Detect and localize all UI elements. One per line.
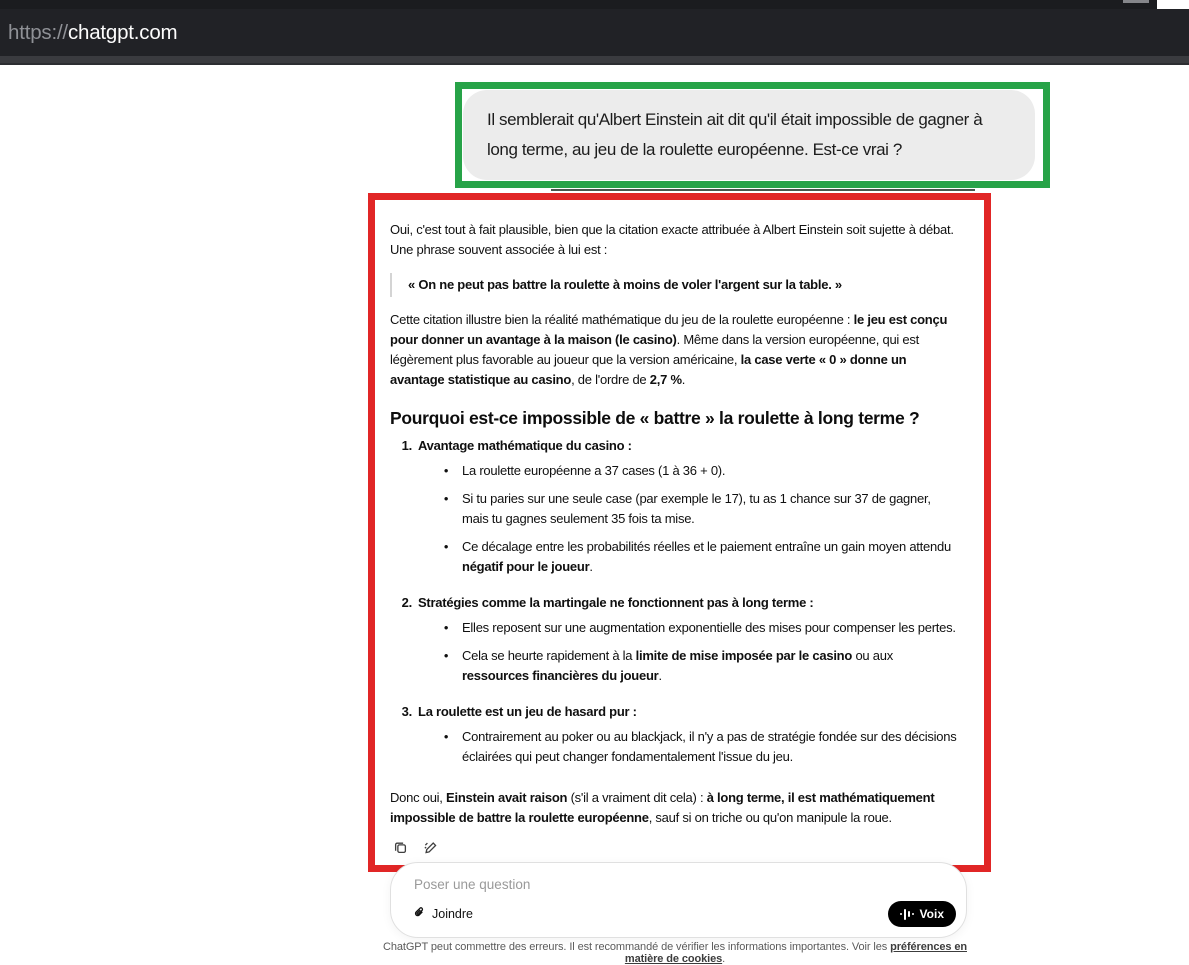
attach-button-label: Joindre [432, 907, 473, 921]
bullet-dot: • [443, 491, 449, 506]
bullet-text: Ce décalage entre les probabilités réelles et le paiement entraîne un gain moyen attendu négatif pour le joueur. [462, 539, 951, 574]
attach-button[interactable] [405, 902, 481, 926]
bullet-dot: • [443, 648, 449, 663]
composer[interactable] [390, 862, 967, 938]
copy-button[interactable] [392, 839, 408, 855]
list-item [394, 593, 960, 694]
voice-waveform-icon [900, 909, 914, 920]
footer-disclaimer [380, 941, 970, 965]
voice-button-label: Voix [919, 907, 944, 921]
sub-bullet-list [418, 618, 960, 686]
bullet-text: Elles reposent sur une augmentation exponentielle des mises pour compenser les pertes. [462, 620, 956, 635]
list-item-number: 3. [401, 704, 412, 719]
user-message-annotation-box [455, 82, 1050, 188]
list-item [394, 436, 960, 585]
url-scheme: https:// [8, 20, 68, 44]
sub-bullet-list [418, 727, 960, 767]
bullet-item [442, 646, 960, 686]
message-actions [390, 839, 960, 855]
assistant-intro-paragraph: Oui, c'est tout à fait plausible, bien que la citation exacte attribuée à Albert Einstein soit sujette à débat. Une phrase souvent associée à lui est : [390, 222, 954, 257]
bullet-text: Si tu paries sur une seule case (par exemple le 17), tu as 1 chance sur 37 de gagner, mais tu gagnes seulement 35 fois ta mise. [462, 491, 931, 526]
tab-notch [1123, 0, 1149, 3]
bullet-item [442, 489, 960, 529]
browser-toolbar-strip [0, 56, 1189, 65]
corner-notch [1157, 0, 1189, 9]
list-item-number: 2. [401, 595, 412, 610]
assistant-message [375, 200, 984, 865]
assistant-blockquote [390, 273, 960, 297]
list-item-number: 1. [401, 438, 412, 453]
browser-top-strip [0, 0, 1189, 9]
bullet-dot: • [443, 620, 449, 635]
voice-button[interactable] [888, 901, 956, 927]
bullet-item [442, 461, 960, 481]
assistant-quote-text: « On ne peut pas battre la roulette à moins de voler l'argent sur la table. » [408, 277, 842, 292]
bullet-dot: • [443, 539, 449, 554]
assistant-message-annotation-box [368, 193, 991, 872]
bullet-item [442, 537, 960, 577]
cookies-preferences-link[interactable]: préférences en matière de cookies [624, 941, 967, 965]
bullet-text: La roulette européenne a 37 cases (1 à 36 + 0). [462, 463, 726, 478]
bullet-dot: • [443, 729, 449, 744]
assistant-conclusion-paragraph: Donc oui, Einstein avait raison (s'il a vraiment dit cela) : à long terme, il est mathématiquement impossible de battre la roulette européenne, sauf si on triche ou qu'on manipule la roue. [390, 790, 935, 825]
disclaimer-text: ChatGPT peut commettre des erreurs. Il est recommandé de vérifier les informations importantes. Voir les [383, 941, 891, 953]
url-host: chatgpt.com [67, 20, 178, 44]
bullet-text: Contrairement au poker ou au blackjack, il n'y a pas de stratégie fondée sur des décisions éclairées qui peut changer fondamentalement l'issue du jeu. [462, 729, 957, 764]
list-item-title: Avantage mathématique du casino : [418, 438, 632, 453]
list-item [394, 702, 960, 775]
list-item-title: La roulette est un jeu de hasard pur : [418, 704, 637, 719]
bullet-dot: • [443, 463, 449, 478]
copy-icon [393, 843, 408, 858]
assistant-numbered-list [390, 436, 960, 775]
bullet-item [442, 727, 960, 767]
disclaimer-period: . [722, 953, 726, 965]
user-message-text: Il semblerait qu'Albert Einstein ait dit qu'il était impossible de gagner à long terme, au jeu de la roulette européenne. Est-ce vrai ? [487, 110, 983, 159]
divider-line [551, 189, 975, 191]
assistant-section-heading: Pourquoi est-ce impossible de « battre » la roulette à long terme ? [390, 408, 920, 428]
paperclip-icon [413, 906, 426, 922]
edit-icon [423, 843, 438, 858]
bullet-text: Cela se heurte rapidement à la limite de mise imposée par le casino ou aux ressources financières du joueur. [462, 648, 893, 683]
assistant-explanation-paragraph: Cette citation illustre bien la réalité mathématique du jeu de la roulette européenne : le jeu est conçu pour donner un avantage à la maison (le casino). Même dans la version européenne, qui est légèrement plus favorable au joueur que la version américaine, la case verte « 0 » donne un avantage statistique au casino, de l'ordre de 2,7 %. [390, 312, 948, 387]
composer-input[interactable]: Poser une question [414, 877, 531, 892]
sub-bullet-list [418, 461, 960, 577]
browser-address-bar[interactable] [0, 9, 1189, 56]
user-message-bubble [463, 90, 1035, 180]
bullet-item [442, 618, 960, 638]
edit-button[interactable] [422, 839, 438, 855]
list-item-title: Stratégies comme la martingale ne fonctionnent pas à long terme : [418, 595, 814, 610]
